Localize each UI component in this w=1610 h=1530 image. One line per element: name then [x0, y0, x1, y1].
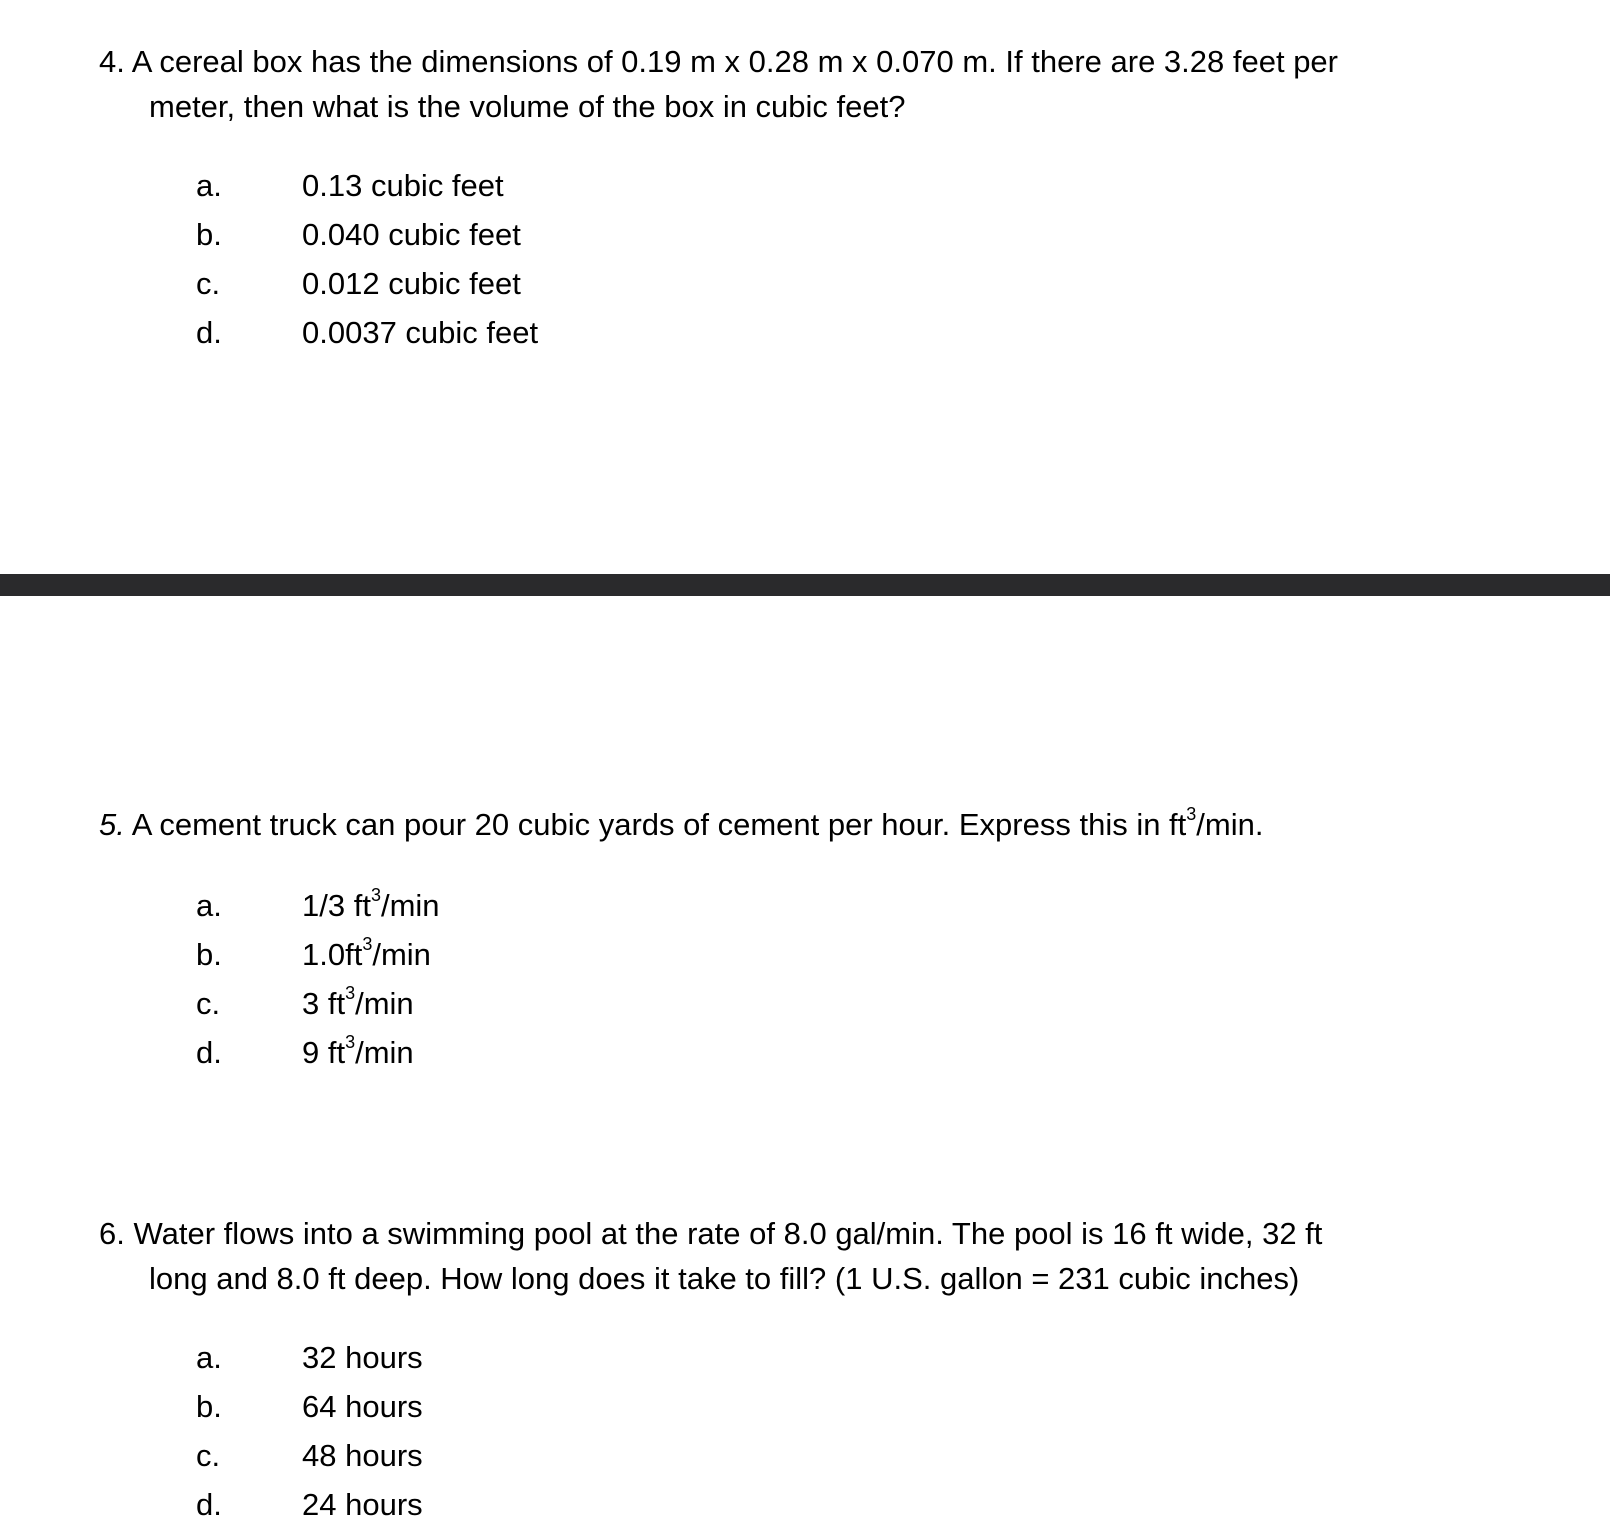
question-4-choices: [196, 161, 538, 357]
question-5-number: 5.: [99, 807, 125, 842]
choice-text: 64 hours: [302, 1389, 423, 1424]
choice-text: 48 hours: [302, 1438, 423, 1473]
superscript: 3: [370, 884, 381, 905]
superscript: 3: [1186, 803, 1197, 824]
question-4-line-1: [99, 39, 1338, 84]
question-4: [99, 39, 1338, 129]
choice-item[interactable]: [196, 930, 440, 979]
choice-item[interactable]: [196, 259, 538, 308]
choice-item[interactable]: [196, 210, 538, 259]
choice-text-pre: 1/3 ft: [302, 888, 371, 923]
choice-text: [302, 979, 414, 1028]
choice-text: 0.13 cubic feet: [302, 168, 504, 203]
choice-letter: b.: [196, 217, 222, 252]
choice-letter: b.: [196, 1389, 222, 1424]
question-4-text-1: A cereal box has the dimensions of 0.19 m x 0.28 m x 0.070 m. If there are 3.28 feet per: [131, 44, 1338, 79]
choice-item[interactable]: [196, 1333, 423, 1382]
choice-item[interactable]: [196, 1028, 440, 1077]
choice-item[interactable]: [196, 1431, 423, 1480]
question-6-number: 6.: [99, 1216, 125, 1251]
choice-letter: d.: [196, 1487, 222, 1522]
choice-letter: d.: [196, 1035, 222, 1070]
question-5-choices: [196, 881, 440, 1077]
choice-letter: b.: [196, 937, 222, 972]
choice-text-post: /min: [355, 986, 414, 1021]
choice-text-pre: 3 ft: [302, 986, 346, 1021]
choice-text: 24 hours: [302, 1487, 423, 1522]
question-5-text-end: /min.: [1196, 807, 1264, 842]
choice-text: [302, 881, 440, 930]
choice-text: 0.012 cubic feet: [302, 266, 521, 301]
choice-text-pre: 1.0ft: [302, 937, 363, 972]
question-6: [99, 1211, 1322, 1301]
superscript: 3: [345, 1031, 356, 1052]
choice-text-post: /min: [372, 937, 431, 972]
choice-text: [302, 930, 431, 979]
choice-text-pre: 9 ft: [302, 1035, 346, 1070]
question-6-text-1: Water flows into a swimming pool at the rate of 8.0 gal/min. The pool is 16 ft wide, 32 ft: [133, 1216, 1323, 1251]
section-divider: [0, 574, 1610, 596]
choice-text: 0.040 cubic feet: [302, 217, 521, 252]
choice-letter: d.: [196, 315, 222, 350]
question-5-text-1: A cement truck can pour 20 cubic yards of cement per hour. Express this in ft: [131, 807, 1187, 842]
choice-text: 32 hours: [302, 1340, 423, 1375]
choice-text: 0.0037 cubic feet: [302, 315, 539, 350]
choice-item[interactable]: [196, 308, 538, 357]
question-4-number: 4.: [99, 44, 125, 79]
choice-item[interactable]: [196, 1480, 423, 1529]
choice-item[interactable]: [196, 979, 440, 1028]
question-5: [99, 802, 1263, 847]
choice-item[interactable]: [196, 881, 440, 930]
choice-letter: a.: [196, 888, 222, 923]
choice-letter: c.: [196, 1438, 221, 1473]
choice-text-post: /min: [380, 888, 440, 923]
choice-letter: a.: [196, 1340, 222, 1375]
question-6-choices: [196, 1333, 423, 1529]
question-6-line-2: long and 8.0 ft deep. How long does it take to fill? (1 U.S. gallon = 231 cubic inches): [149, 1261, 1300, 1296]
choice-text: [302, 1028, 414, 1077]
choice-letter: c.: [196, 986, 221, 1021]
choice-letter: c.: [196, 266, 221, 301]
superscript: 3: [362, 933, 373, 954]
question-4-line-2: meter, then what is the volume of the box in cubic feet?: [149, 89, 906, 124]
question-5-line-1: [99, 802, 1263, 847]
choice-item[interactable]: [196, 1382, 423, 1431]
choice-letter: a.: [196, 168, 222, 203]
question-6-line-1: [99, 1211, 1322, 1256]
choice-text-post: /min: [355, 1035, 414, 1070]
superscript: 3: [345, 982, 356, 1003]
choice-item[interactable]: [196, 161, 538, 210]
